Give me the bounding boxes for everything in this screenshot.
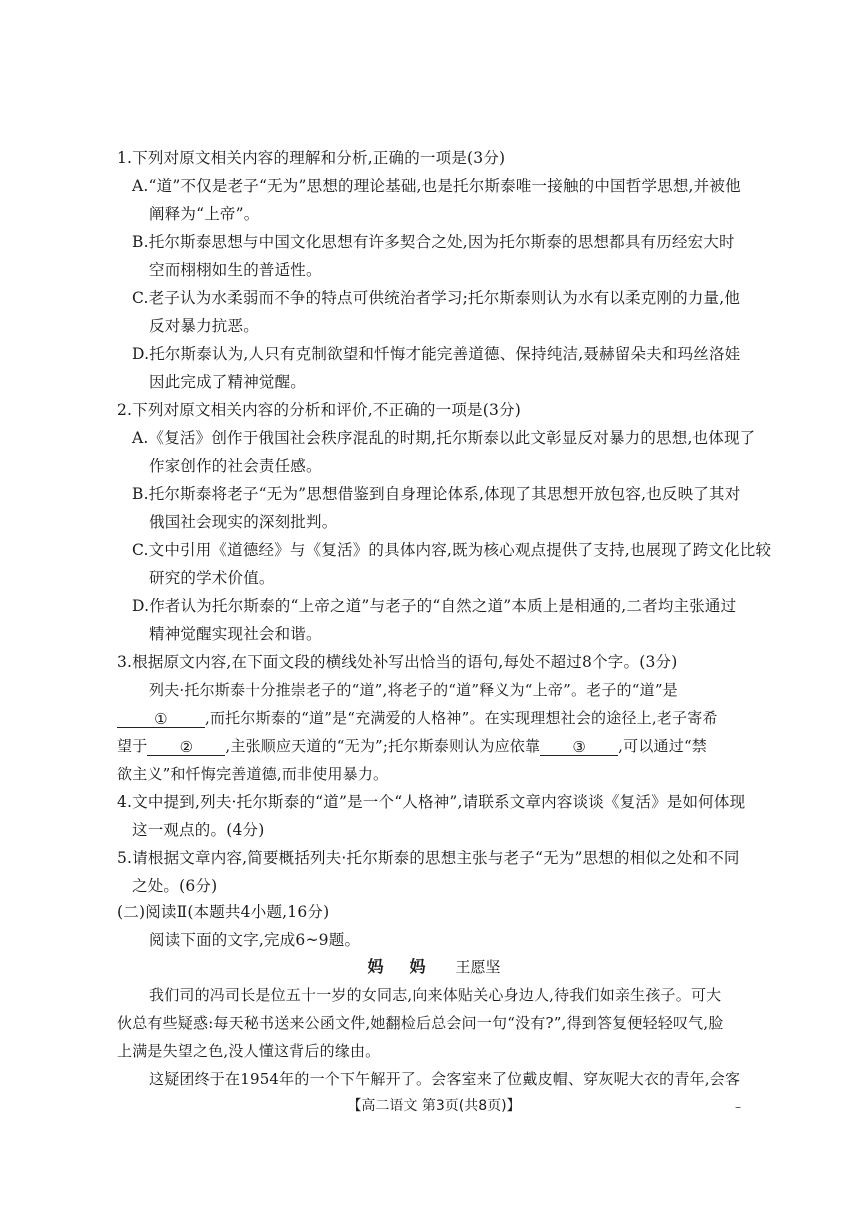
question-4-stem-cont: 这一观点的。(4分) [132,821,265,839]
question-2-option-a: A.《复活》创作于俄国社会秩序混乱的时期,托尔斯泰以此文彰显反对暴力的思想,也体现了 [132,429,756,447]
question-5-stem: 5.请根据文章内容,简要概括列夫·托尔斯泰的思想主张与老子“无为”思想的相似之处和不同 [117,849,740,867]
question-5-stem-cont: 之处。(6分) [132,877,218,895]
question-2-option-b: B.托尔斯泰将老子“无为”思想借鉴到自身理论体系,体现了其思想开放包容,也反映了其对 [132,485,741,503]
story-title-row [0,957,868,977]
page-footer: 【高二语文 第3页(共8页)】 [347,1098,521,1114]
question-2-option-c-cont: 研究的学术价值。 [149,569,275,587]
story-paragraph-2-line-1: 这疑团终于在1954年的一个下午解开了。会客室来了位戴皮帽、穿灰呢大衣的青年,会客 [149,1070,741,1088]
section-2-heading: (二)阅读Ⅱ(本题共4小题,16分) [117,903,330,921]
question-3-stem: 3.根据原文内容,在下面文段的横线处补写出恰当的语句,每处不超过8个字。(3分) [117,653,678,671]
answer-blank-3[interactable]: ③ [540,737,618,756]
question-3-passage-text: 望于 [117,737,148,755]
question-3-passage-line-2 [117,708,718,728]
question-1-option-a-cont: 阐释为“上帝”。 [149,205,260,223]
question-2-stem: 2.下列对原文相关内容的分析和评价,不正确的一项是(3分) [117,401,521,419]
story-title: 妈妈 [367,957,452,976]
question-1-option-b-cont: 空而栩栩如生的普适性。 [149,261,322,279]
answer-blank-1[interactable]: ① [117,709,205,728]
story-paragraph-1-line-2: 伙总有些疑惑:每天秘书送来公函文件,她翻检后总会问一句“没有?”,得到答复便轻轻叹气,脸 [117,1014,724,1032]
answer-blank-2[interactable]: ② [147,737,225,756]
question-2-option-d-cont: 精神觉醒实现社会和谐。 [149,625,322,643]
story-paragraph-1-line-3: 上满是失望之色,没人懂这背后的缘由。 [117,1042,381,1060]
question-2-option-d: D.作者认为托尔斯泰的“上帝之道”与老子的“自然之道”本质上是相通的,二者均主张通过 [132,597,737,615]
story-paragraph-1-line-1: 我们司的冯司长是位五十一岁的女同志,向来体贴关心身边人,待我们如亲生孩子。可大 [149,986,722,1004]
question-1-option-d: D.托尔斯泰认为,人只有克制欲望和忏悔才能完善道德、保持纯洁,聂赫留朵夫和玛丝洛娃 [132,345,741,363]
story-author: 王愿坚 [455,958,501,976]
question-1-option-c-cont: 反对暴力抗恶。 [149,317,259,335]
section-2-instruction: 阅读下面的文字,完成6~9题。 [149,931,361,949]
question-2-option-a-cont: 作家创作的社会责任感。 [149,457,322,475]
question-1-option-d-cont: 因此完成了精神觉醒。 [149,373,307,391]
question-2-option-c: C.文中引用《道德经》与《复活》的具体内容,既为核心观点提供了支持,也展现了跨文化比较 [132,541,772,559]
question-3-passage-line-3 [117,736,707,756]
question-3-passage-text: ,可以通过“禁 [618,737,708,755]
question-1-option-a: A.“道”不仅是老子“无为”思想的理论基础,也是托尔斯泰唯一接触的中国哲学思想,并被他 [132,177,741,195]
question-1-option-b: B.托尔斯泰思想与中国文化思想有许多契合之处,因为托尔斯泰的思想都具有历经宏大时 [132,233,735,251]
question-3-passage-line-1: 列夫·托尔斯泰十分推崇老子的“道”,将老子的“道”释义为“上帝”。老子的“道”是 [149,681,678,699]
question-1-stem: 1.下列对原文相关内容的理解和分析,正确的一项是(3分) [117,149,506,167]
question-3-passage-text: ,而托尔斯泰的“道”是“充满爱的人格神”。在实现理想社会的途径上,老子寄希 [205,709,718,727]
question-4-stem: 4.文中提到,列夫·托尔斯泰的“道”是一个“人格神”,请联系文章内容谈谈《复活》是如何体现 [117,793,746,811]
footer-mark: – [735,1100,741,1114]
question-1-option-c: C.老子认为水柔弱而不争的特点可供统治者学习;托尔斯泰则认为水有以柔克刚的力量,他 [132,289,741,307]
question-3-passage-line-4: 欲主义”和忏悔完善道德,而非使用暴力。 [117,765,389,783]
question-3-passage-text: ,主张顺应天道的“无为”;托尔斯泰则认为应依靠 [225,737,541,755]
question-2-option-b-cont: 俄国社会现实的深刻批判。 [149,513,338,531]
